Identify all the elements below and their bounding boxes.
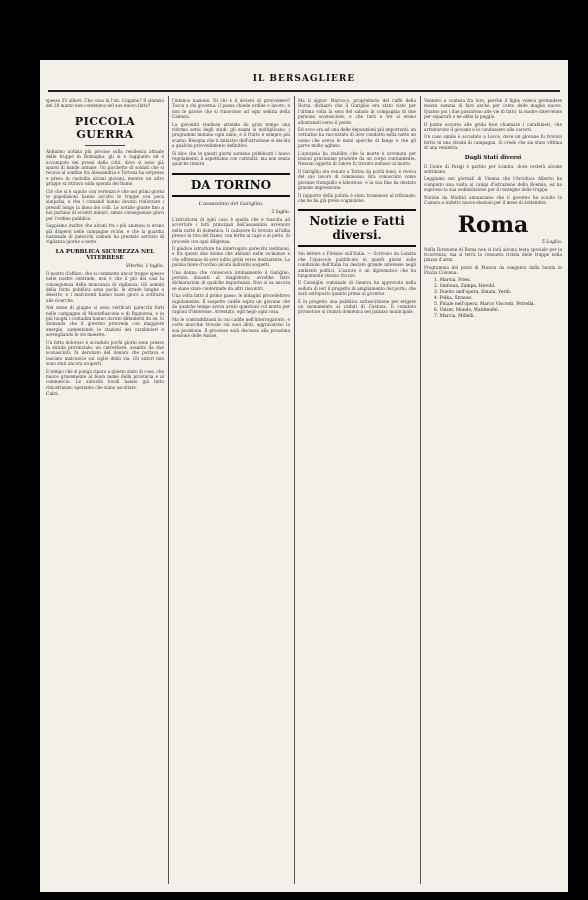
article-text: Ed ecco ora ad una delle deposizioni più importanti: un vetturino ha raccontato di aver condotto nella notte un uomo che aveva le mani sporche di fango e che gli parve molto agitato. — [298, 127, 416, 149]
dateline: 2 luglio. — [271, 209, 290, 215]
headline-da-torino: DA TORINO — [172, 173, 290, 197]
article-text: Il Consiglio comunale di Genova ha approvato nella seduta di ieri il progetto di ampliamento del porto, che sarà sottoposto quanto prima al governo. — [298, 280, 416, 297]
article-text: Ma il signor Marocco, proprietario del caffè della Borsa, dichiarò che il Garigliio era stato visto per l'ultima volta la sera del sabato in compagnia di due persone sconosciute, e che tutti e tre si erano allontanati verso il ponte. — [298, 98, 416, 125]
dateline: 5 Luglio. — [542, 239, 562, 245]
article-text: Un caso simile è accaduto a Lecce, dove un giovane fu trovato ferito in una strada di campagna. Si crede che sia stato vittima di una vendetta. — [424, 134, 562, 151]
article-text: Il Garigliio era venuto a Torino da pochi mesi, e viveva del suo lavoro di commesso. Era conosciuto come giovane tranquillo e laborioso, e la sua fine ha destato grande impressione. — [298, 168, 416, 191]
list-item: 5. Finale nell'opera, Marco Visconti, Petrella. — [434, 301, 535, 307]
masthead: IL BERSAGLIERE — [252, 74, 356, 84]
article-text: L'autopsia ha stabilito che la morte è avvenuta per lesioni gravissime prodotte da un corpo contundente. Nessun oggetto di valore fu trovato indosso al morto. — [298, 150, 416, 167]
column-divider — [294, 96, 295, 884]
article-text: Si dice che in questi giorni saranno pubblicati i nuovi regolamenti; li aspettiamo con curiosità, ma non senza qualche timore. — [172, 150, 290, 167]
article-text: Nella Direzione di Roma non si farà alcuna festa speciale per la ricorrenza, ma si terrà la consueta rivista delle truppe nella piazza d'armi. — [424, 246, 562, 263]
newspaper-page — [40, 60, 568, 892]
article-text: Sappiamo inoltre che alcuni fra i più animosi si erano già dispersi nelle campagne vicine, e che la guardia nazionale di parecchi comuni ha prestato servizio di vigilanza giorno e notte. — [46, 223, 164, 245]
article-text: spesso 25 allievi. Che cosa fa l'on. Coppino? Il silenzio del 28 marzo non conteneva nel suo nuovo fatto? — [46, 98, 164, 109]
article-text: Il nostro d'affare, che si commette ancor troppo spesso nelle nostre contrade, non è che il più dei casi la conseguenza della mancanza di vigilanza. Gli uomini della forza pubblica sono pochi, le strade lunghe e deserte, e i malviventi hanno buon gioco a sottrarsi alle ricerche. — [46, 270, 164, 303]
article-text: Ma le contraddizioni in cui cadde nell'interrogatorio, e certe macchie trovate sui suoi abiti, aggravarono la sua posizione. Il processo sarà discusso alla prossima sessione delle Assise. — [172, 316, 290, 338]
column-1 — [46, 98, 164, 882]
article-text: Un fatto doloroso è accaduto pochi giorni sono presso la strada provinciale: un carrettiere, assalito da due sconosciuti, fu derubato del denaro che portava e lasciato malconcio sul ciglio della via. Gli autori non sono stati ancora scoperti. — [46, 339, 164, 367]
masthead-rule — [48, 90, 560, 92]
article-text: Una donna che conosceva intimamente il Garigliio, portata davanti al magistrato, avrebbe fatto dichiarazioni di qualche importanza. Non si sa ancora se siano state confermate da altri riscontri. — [172, 269, 290, 291]
article-text: Il padre accorso alle grida fece chiamare i carabinieri, che arrestarono il giovane e lo condussero alle carceri. — [424, 121, 562, 133]
article-text: L'istruttoria di ogni caso è quella che è riuscita ad accertare i fatti principali dell'assassinio avvenuto nella notte di domenica. Il cadavere fu trovato all'alba presso la riva del fiume, con ferite al capo e al petto. Si procede con ogni diligenza. — [172, 216, 290, 244]
column-2 — [172, 98, 290, 882]
article-text: Il rapporto della polizia è stato trasmesso al tribunale, che ne ha già preso cognizione. — [298, 192, 416, 203]
column-3 — [298, 98, 416, 882]
article-text: È tempo che si ponga riparo a questo stato di cose, che nuoce gravemente al buon nome della provincia e al commercio. Le autorità locali hanno già fatto rimostranze; speriamo che siano ascoltate. — [46, 368, 164, 390]
headline-notizie-fatti-diversi: Notizie e Fatti diversi. — [298, 209, 416, 247]
article-text: Vennero a contesa fra loro, perché il figlio voleva pretendere mezza somma di fare anche per conto delle maglie nuove. Quanto poi i due passarono alle vie di fatto, la madre intervenne per separarli e ne ebbe la peggio. — [424, 98, 562, 120]
article-text: Il Conte di Parigi è partito per Londra, dove resterà alcune settimane. — [424, 163, 562, 175]
article-text: Sei lettere a Firenze sull'Italia. — Scrivono da Londra che l'opuscolo pubblicato in questi giorni sulle condizioni dell'Italia ha destato grande interesse negli ambienti politici. L'autore è un diplomatico che ha lungamente vissuto fra noi. — [298, 251, 416, 278]
article-text: Il giudice istruttore ha interrogato parecchi testimoni, e fra questi due donne che abitano nelle vicinanze e che affermano di aver udito grida verso mezzanotte. La polizia tiene d'occhio alcuni individui sospetti. — [172, 245, 290, 268]
article-text: Una volta fatto il primo passo, le indagini procedettero rapidamente. Il sospetto cadde sopra un giovane che da qualche tempo aveva avuto questioni col morto per ragioni d'interesse. Arrestato, egli negò ogni cosa. — [172, 293, 290, 315]
headline-piccola-guerra: PICCOLA GUERRA — [74, 114, 136, 141]
divider — [85, 145, 125, 146]
article-text: La gioventù studiosa attende da gran tempo una riforma seria degli studi; gli esami si moltiplicano, i programmi mutano ogni anno, e il frutto è sempre più scarso. Bisogna che il ministro dell'istruzione si decida a qualche provvedimento definitivo. — [172, 121, 290, 149]
list-item: 3. Duetto nell'opera, Emani, Verdi. — [434, 289, 512, 295]
article-text: Notizie da Madrid annunziano che il governo ha sciolto la Camera e indetto nuove elezioni per il mese di settembre. — [424, 194, 562, 206]
list-item: 2. Sinfonia, Zampa, Herold. — [434, 283, 496, 289]
article-text: Nel mese di giugno si sono verificati parecchi furti nelle campagne di Montefiascone e di Bagnorea, e in più luoghi i contadini hanno dovuto difendersi da sé. Si domanda che il governo provveda con maggiore energia, aumentando le stazioni dei carabinieri e sorvegliando le vie maestre. — [46, 305, 164, 338]
article-text: Ciò che si è saputo con certezza è che nei primi giorni le popolazioni hanno accolto le truppe con poca simpatia, e che i comandi hanno dovuto rinforzare i presidî lungo la linea dei colli. Le notizie giunte fino a noi parlano di scontri minori, senza conseguenze gravi per l'ordine pubblico. — [46, 188, 164, 221]
column-4 — [424, 98, 562, 882]
binding-edge — [0, 60, 40, 892]
signature: Calvi. — [46, 392, 59, 398]
article-text: È in progetto una pubblica sottoscrizione per erigere un monumento ai caduti di Custoza. Il comitato promotore si riunirà domenica nel palazzo municipale. — [298, 298, 416, 315]
article-text: Programma dei pezzi di Musica da eseguirsi dalla banda in Piazza Colonna: — [424, 264, 562, 276]
list-item: 7. Marcia, Millelli. — [434, 313, 475, 319]
dateline: Viterbo, 1 luglio. — [125, 263, 164, 269]
column-divider — [168, 96, 169, 884]
article-text: l'infelice nazione. Di chi è il dovere di provvedere? Tocca a chi governa: il paese chiede ordine e lavoro, e non le parole che si rinnovano ad ogni seduta della Camera. — [172, 98, 290, 120]
headline-pubblica-sicurezza: LA PUBBLICA SICUREZZA NEL VITERBESE — [55, 248, 155, 261]
list-item: 4. Polka, Strauss. — [434, 295, 473, 301]
subheadline: L'assassinio del Garigliio. — [198, 200, 264, 207]
music-program-list — [434, 278, 562, 320]
column-divider — [420, 96, 421, 884]
article-text: Abbiamo notizia più precise sulla residenza attuale delle truppe in Romagna, gli si è raggiunto ed è accampato nei pressi della città, dove si sono già sparsi di bande armate. Un picchetto di soldati che si recava al confine tra Alessandria e Tortona ha sorpreso e preso in custodia alcuni giovani, mentre un altro gruppo si ritirava sulla sponda del fiume. — [46, 148, 164, 187]
article-text: Leggiamo nei giornali di Vienna che l'Arciduca Alberto ha compiuto una visita ai campi d'istruzione della Boemia, ed ha espresso la sua soddisfazione per il contegno delle truppe. — [424, 176, 562, 193]
list-item: 1. Marcia, Fries. — [434, 277, 471, 283]
list-item: 6. Valzer, Mondo, Waldteufel. — [434, 307, 500, 313]
headline-roma: Roma — [457, 211, 529, 238]
headline-stati-diversi: Dagli Stati diversi — [464, 154, 522, 161]
